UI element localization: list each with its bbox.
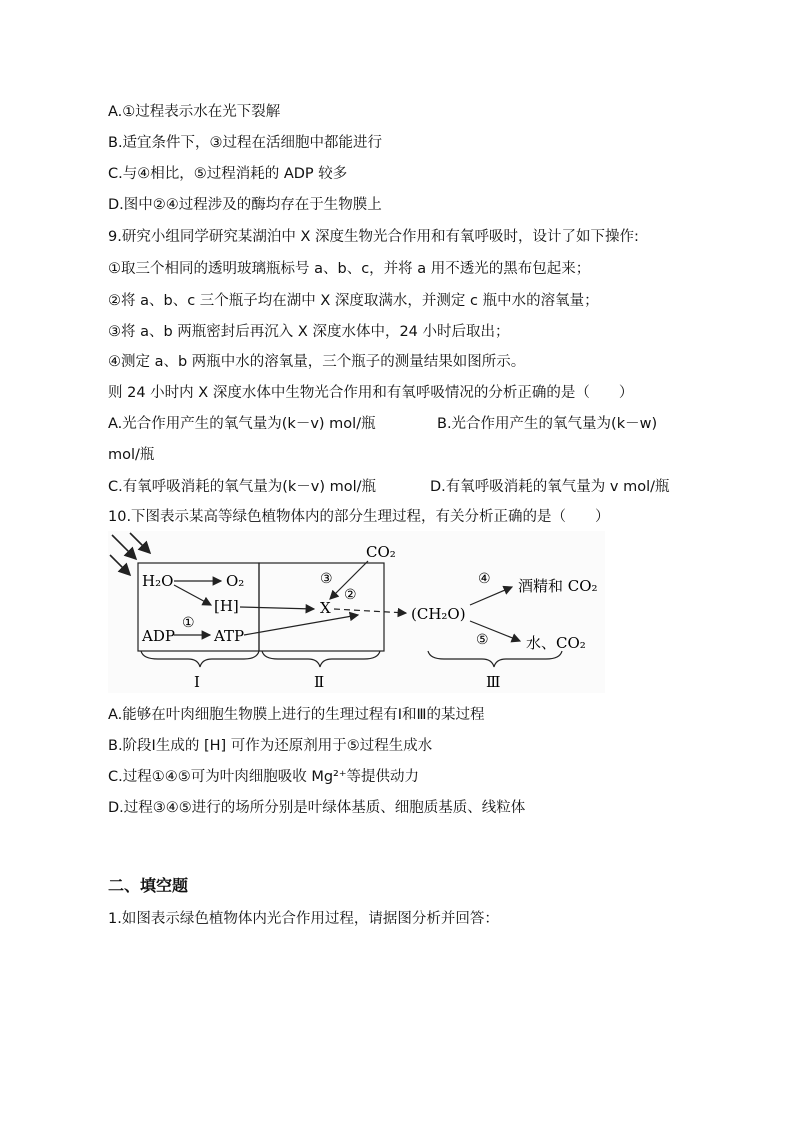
q9-option-b-continued: mol/瓶 [108,447,155,463]
q10-option-a: A.能够在叶肉细胞生物膜上进行的生理过程有Ⅰ和Ⅲ的某过程 [108,707,485,723]
label-step-4: ④ [478,571,491,587]
label-stage-3: Ⅲ [486,673,501,691]
label-stage-1: Ⅰ [194,673,200,691]
label-stage-2: Ⅱ [314,673,325,691]
fill-question-1: 1.如图表示绿色植物体内光合作用过程，请据图分析并回答： [108,911,499,927]
q10-option-c: C.过程①④⑤可为叶肉细胞吸收 Mg²⁺等提供动力 [108,769,420,785]
q8-option-b: B.适宜条件下，③过程在活细胞中都能进行 [108,135,383,151]
q9-step-4: ④测定 a、b 两瓶中水的溶氧量，三个瓶子的测量结果如图所示。 [108,354,526,370]
section-2-title: 二、填空题 [108,876,189,895]
q8-option-d: D.图中②④过程涉及的酶均存在于生物膜上 [108,197,382,213]
q9-stem: 9.研究小组同学研究某湖泊中 X 深度生物光合作用和有氧呼吸时，设计了如下操作: [108,229,639,245]
label-x: X [320,599,331,617]
label-h2o: H₂O [142,572,174,590]
label-ch2o: (CH₂O) [411,605,466,623]
q9-option-d: D.有氧呼吸消耗的氧气量为 v mol/瓶 [430,479,670,495]
label-step-5: ⑤ [476,632,489,648]
label-step-3: ③ [320,571,333,587]
label-adp: ADP [142,627,175,645]
q9-option-a: A.光合作用产生的氧气量为(k－v) mol/瓶 [108,416,376,432]
q9-question: 则 24 小时内 X 深度水体中生物光合作用和有氧呼吸情况的分析正确的是（ ） [108,385,634,401]
q8-option-c: C.与④相比，⑤过程消耗的 ADP 较多 [108,166,348,182]
q9-step-1: ①取三个相同的透明玻璃瓶标号 a、b、c，并将 a 用不透光的黑布包起来； [108,261,591,277]
q10-option-d: D.过程③④⑤进行的场所分别是叶绿体基质、细胞质基质、线粒体 [108,800,526,816]
q9-step-2: ②将 a、b、c 三个瓶子均在湖中 X 深度取满水，并测定 c 瓶中水的溶氧量； [108,293,599,309]
q10-option-b: B.阶段Ⅰ生成的 [H] 可作为还原剂用于⑤过程生成水 [108,738,433,754]
label-atp: ATP [214,627,245,645]
label-step-1: ① [182,615,195,631]
label-step-2: ② [344,587,357,603]
label-co2-top: CO₂ [366,543,396,561]
label-alcohol-co2: 酒精和 CO₂ [518,577,598,595]
q9-step-3: ③将 a、b 两瓶密封后再沉入 X 深度水体中，24 小时后取出； [108,324,510,340]
q9-option-b: B.光合作用产生的氧气量为(k－w) [437,416,658,432]
q10-stem: 10.下图表示某高等绿色植物体内的部分生理过程，有关分析正确的是（ ） [108,509,610,525]
process-diagram [108,531,605,693]
q9-option-c: C.有氧呼吸消耗的氧气量为(k－v) mol/瓶 [108,479,377,495]
q8-option-a: A.①过程表示水在光下裂解 [108,104,281,120]
label-water-co2: 水、CO₂ [526,634,586,652]
label-h: [H] [214,597,239,615]
label-o2: O₂ [226,572,245,590]
